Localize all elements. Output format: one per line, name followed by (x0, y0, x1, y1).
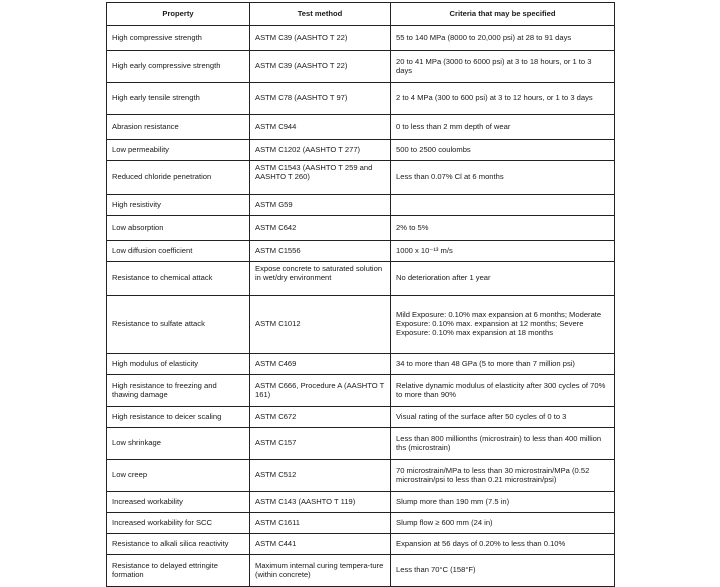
table-row (107, 375, 615, 407)
table-row (107, 115, 615, 140)
property-cell: Low diffusion coefficient (107, 241, 250, 262)
table-row (107, 296, 615, 354)
test-method-cell: ASTM C143 (AASHTO T 119) (250, 492, 391, 513)
property-cell: Reduced chloride penetration (107, 161, 250, 195)
test-method-cell: ASTM C666, Procedure A (AASHTO T 161) (250, 375, 391, 407)
criteria-cell: 500 to 2500 coulombs (391, 140, 615, 161)
criteria-cell: 34 to more than 48 GPa (5 to more than 7 million psi) (391, 354, 615, 375)
criteria-cell: Less than 0.07% Cl at 6 months (391, 161, 615, 195)
test-method-cell: Maximum internal curing tempera-ture (within concrete) (250, 555, 391, 587)
property-cell: Resistance to alkali silica reactivity (107, 534, 250, 555)
property-cell: Increased workability (107, 492, 250, 513)
table-row (107, 492, 615, 513)
criteria-cell: Relative dynamic modulus of elasticity after 300 cycles of 70% to more than 90% (391, 375, 615, 407)
header-property: Property (107, 3, 250, 26)
property-cell: Resistance to chemical attack (107, 262, 250, 296)
table-row (107, 140, 615, 161)
table-row (107, 161, 615, 195)
property-cell: Low absorption (107, 216, 250, 241)
property-cell: Increased workability for SCC (107, 513, 250, 534)
table-row (107, 428, 615, 460)
table-row (107, 513, 615, 534)
table-row (107, 555, 615, 587)
test-method-cell: ASTM C1543 (AASHTO T 259 and AASHTO T 260) (250, 161, 391, 195)
criteria-cell: 20 to 41 MPa (3000 to 6000 psi) at 3 to 18 hours, or 1 to 3 days (391, 51, 615, 83)
criteria-cell: 2 to 4 MPa (300 to 600 psi) at 3 to 12 hours, or 1 to 3 days (391, 83, 615, 115)
criteria-cell: No deterioration after 1 year (391, 262, 615, 296)
property-cell: Low creep (107, 460, 250, 492)
property-cell: High resistance to deicer scaling (107, 407, 250, 428)
header-criteria: Criteria that may be specified (391, 3, 615, 26)
property-cell: High resistivity (107, 195, 250, 216)
test-method-cell: ASTM C39 (AASHTO T 22) (250, 26, 391, 51)
criteria-cell: Less than 70°C (158°F) (391, 555, 615, 587)
test-method-cell: ASTM C39 (AASHTO T 22) (250, 51, 391, 83)
criteria-cell: 2% to 5% (391, 216, 615, 241)
test-method-cell: Expose concrete to saturated solution in wet/dry environment (250, 262, 391, 296)
criteria-cell (391, 195, 615, 216)
table-row (107, 195, 615, 216)
table-row (107, 534, 615, 555)
property-cell: High modulus of elasticity (107, 354, 250, 375)
criteria-cell: Less than 800 millionths (microstrain) to less than 400 million ths (microstrain) (391, 428, 615, 460)
property-cell: Low shrinkage (107, 428, 250, 460)
test-method-cell: ASTM G59 (250, 195, 391, 216)
table-row (107, 407, 615, 428)
criteria-cell: Visual rating of the surface after 50 cycles of 0 to 3 (391, 407, 615, 428)
table-row (107, 241, 615, 262)
criteria-cell: Slump flow ≥ 600 mm (24 in) (391, 513, 615, 534)
property-cell: Abrasion resistance (107, 115, 250, 140)
criteria-cell: 0 to less than 2 mm depth of wear (391, 115, 615, 140)
properties-table-container (106, 2, 614, 579)
property-cell: High compressive strength (107, 26, 250, 51)
test-method-cell: ASTM C1611 (250, 513, 391, 534)
test-method-cell: ASTM C78 (AASHTO T 97) (250, 83, 391, 115)
test-method-cell: ASTM C1012 (250, 296, 391, 354)
criteria-cell: 55 to 140 MPa (8000 to 20,000 psi) at 28 to 91 days (391, 26, 615, 51)
table-row (107, 354, 615, 375)
properties-table (106, 2, 615, 587)
property-cell: High resistance to freezing and thawing damage (107, 375, 250, 407)
criteria-cell: Mild Exposure: 0.10% max expansion at 6 months; Moderate Exposure: 0.10% max. expansion at 12 months; Severe Exposure: 0.10% max expansion at 18 months (391, 296, 615, 354)
table-header-row (107, 3, 615, 26)
test-method-cell: ASTM C512 (250, 460, 391, 492)
test-method-cell: ASTM C672 (250, 407, 391, 428)
property-cell: Low permeability (107, 140, 250, 161)
test-method-cell: ASTM C1556 (250, 241, 391, 262)
criteria-cell: 1000 x 10⁻¹³ m/s (391, 241, 615, 262)
test-method-cell: ASTM C1202 (AASHTO T 277) (250, 140, 391, 161)
criteria-cell: 70 microstrain/MPa to less than 30 microstrain/MPa (0.52 microstrain/psi to less than 0.21 microstrain/psi) (391, 460, 615, 492)
table-row (107, 51, 615, 83)
property-cell: Resistance to delayed ettringite formation (107, 555, 250, 587)
header-test-method: Test method (250, 3, 391, 26)
table-row (107, 26, 615, 51)
property-cell: High early compressive strength (107, 51, 250, 83)
test-method-cell: ASTM C642 (250, 216, 391, 241)
table-row (107, 460, 615, 492)
test-method-cell: ASTM C157 (250, 428, 391, 460)
table-row (107, 262, 615, 296)
property-cell: High early tensile strength (107, 83, 250, 115)
criteria-cell: Slump more than 190 mm (7.5 in) (391, 492, 615, 513)
test-method-cell: ASTM C944 (250, 115, 391, 140)
property-cell: Resistance to sulfate attack (107, 296, 250, 354)
table-row (107, 83, 615, 115)
test-method-cell: ASTM C469 (250, 354, 391, 375)
table-row (107, 216, 615, 241)
criteria-cell: Expansion at 56 days of 0.20% to less than 0.10% (391, 534, 615, 555)
test-method-cell: ASTM C441 (250, 534, 391, 555)
